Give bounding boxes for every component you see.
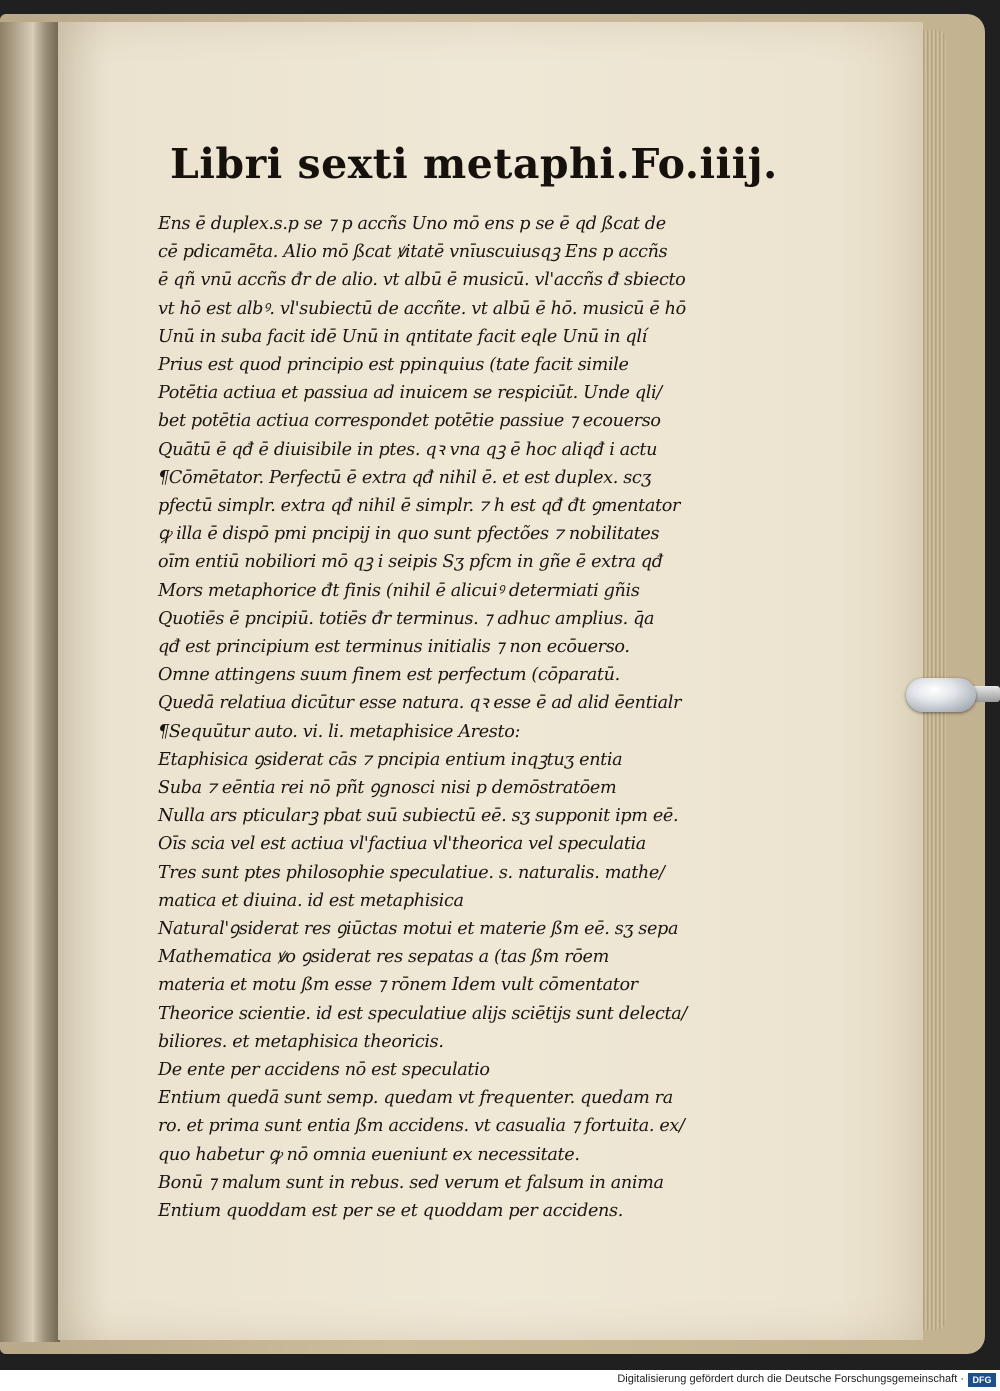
text-line: Mors metaphorice đt finis (nihil ē alicuiꝰ determiati gñis [158,580,640,601]
text-line: vt hō est albꝰ. vl'subiectū de accñte. vt albū ē hō. musicū ē hō [158,298,686,319]
text-line: De ente per accidens nō est speculatio [158,1060,490,1080]
text-line: Suba ⁊ eēntia rei nō pñt ꝯgnosci nisi p demōstratōem [158,778,617,798]
text-line: Quotiēs ē pncipiū. totiēs đr terminus. ⁊ adhuc amplius. q̄a [158,608,655,629]
text-line: Mathematica ꝟo ꝯsiderat res sepatas a (tas ßm rōem [158,947,609,968]
dfg-logo: DFG [968,1373,996,1387]
funding-credit: Digitalisierung gefördert durch die Deutsche Forschungsgemeinschaft · [617,1373,964,1385]
running-title: Libri sexti metaphi.Fo.iiij. [170,140,778,188]
text-line: Quātū ē qđ ē diuisibile in ptes. qꝛ vna qꝫ ē hoc aliqđ i actu [158,439,658,460]
text-line: biliores. et metaphisica theoricis. [158,1031,444,1052]
text-line: qđ est principium est terminus initialis ⁊ non ecōuerso. [158,637,630,657]
text-line: Prius est quod principio est ppinquius (tate facit simile [158,355,629,375]
footer-bar [0,1370,1000,1391]
text-line: Entium quedā sunt semp. quedam vt frequenter. quedam ra [158,1088,673,1109]
text-line: Potētia actiua et passiua ad inuicem se respiciūt. Unde qli/ [158,383,662,404]
text-line: matica et diuina. id est metaphisica [158,890,464,911]
text-line: ¶Cōmētator. Perfectū ē extra qđ nihil ē. et est duplex. scʒ [158,467,651,488]
text-line: Oīs scia vel est actiua vl'factiua vl'theorica vel speculatia [158,834,646,855]
text-line: pfectū simplr. extra qđ nihil ē simplr. ⁊ h est qđ đt ꝯmentator [158,496,681,516]
text-line: ē qñ vnū accñs đr de alio. vt albū ē musicū. vl'accñs đ sbiecto [158,270,686,291]
text-line: Quedā relatiua dicūtur esse natura. qꝛ esse ē ad alid ēentialr [158,693,682,714]
text-line: Ens ē duplex.s.p se ⁊ p accñs Uno mō ens p se ē qd ßcat de [158,214,666,234]
clip-knob [906,678,976,712]
text-line: Entium quoddam est per se et quoddam per accidens. [158,1201,623,1221]
text-line: cē pdicamēta. Alio mō ßcat ꝟitatē vnīuscuiusqꝫ Ens p accñs [158,242,668,263]
text-line: quo habetur ꝙ nō omnia eueniunt ex necessitate. [158,1144,580,1165]
text-line: Tres sunt ptes philosophie speculatiue. s. naturalis. mathe/ [158,862,665,883]
page-clip [906,678,1000,712]
text-line: bet potētia actiua correspondet potētie passiue ⁊ ecouerso [158,411,661,432]
text-line: Nulla ars pticularꝫ pbat suū subiectū eē. sʒ supponit ipm eē. [158,806,679,827]
text-line: ¶Sequūtur auto. vi. li. metaphisice Aresto: [158,721,521,742]
text-line: ꝙ illa ē dispō pmi pncipij in quo sunt pfectões ⁊ nobilitates [158,524,660,545]
text-line: materia et motu ßm esse ⁊ rōnem Idem vult cōmentator [158,975,638,996]
text-line: ro. et prima sunt entia ßm accidens. vt casualia ⁊ fortuita. ex/ [158,1116,685,1137]
book-gutter [34,22,60,1342]
text-line: Bonū ⁊ malum sunt in rebus. sed verum et falsum in anima [158,1172,664,1193]
text-line: Natural'ꝯsiderat res ꝯiūctas motui et materie ßm eē. sʒ sepa [158,919,679,939]
text-line: Etaphisica ꝯsiderat cās ⁊ pncipia entium inqꝫtuʒ entia [158,749,623,770]
text-line: Omne attingens suum finem est perfectum (cōparatū. [158,665,620,686]
text-line: Theorice scientie. id est speculatiue alijs sciētijs sunt delecta/ [158,1003,687,1024]
text-line: oīm entiū nobiliori mō qꝫ i seipis Sʒ pfcm in gñe ē extra qđ [158,552,663,573]
text-line: Unū in suba facit idē Unū in qntitate facit eqle Unū in qlí [158,326,647,347]
